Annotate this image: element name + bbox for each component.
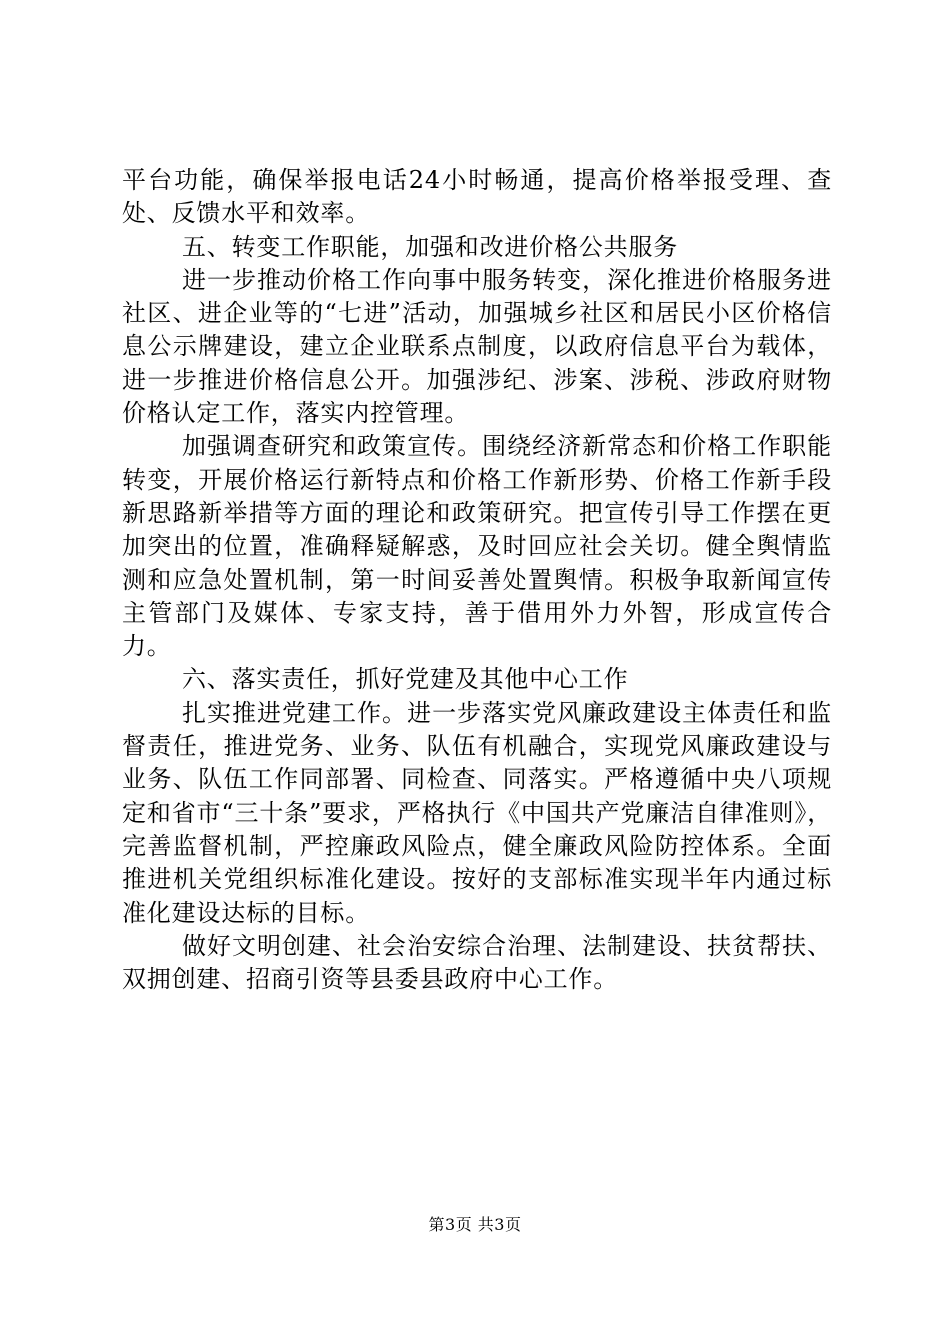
document-body <box>122 164 832 996</box>
paragraph-center-work: 做好文明创建、社会治安综合治理、法制建设、扶贫帮扶、双拥创建、招商引资等县委县政府中心工作。 <box>122 931 832 994</box>
paragraph-research-publicity: 加强调查研究和政策宣传。围绕经济新常态和价格工作职能转变，开展价格运行新特点和价格工作新形势、价格工作新手段新思路新举措等方面的理论和政策研究。把宣传引导工作摆在更加突出的位置，准确释疑解惑，及时回应社会关切。健全舆情监测和应急处置机制，第一时间妥善处置舆情。积极争取新闻宣传主管部门及媒体、专家支持，善于借用外力外智，形成宣传合力。 <box>122 432 832 661</box>
section-heading-six: 六、落实责任，抓好党建及其他中心工作 <box>182 665 629 694</box>
page-number-footer: 第3页 共3页 <box>428 1215 522 1234</box>
paragraph-price-service: 进一步推动价格工作向事中服务转变，深化推进价格服务进社区、进企业等的“七进”活动，加强城乡社区和居民小区价格信息公示牌建设，建立企业联系点制度，以政府信息平台为载体，进一步推进价格信息公开。加强涉纪、涉案、涉税、涉政府财物价格认定工作，落实内控管理。 <box>122 265 832 428</box>
paragraph-continuation: 平台功能，确保举报电话24小时畅通，提高价格举报受理、查处、反馈水平和效率。 <box>122 166 832 228</box>
paragraph-party-building: 扎实推进党建工作。进一步落实党风廉政建设主体责任和监督责任，推进党务、业务、队伍有机融合，实现党风廉政建设与业务、队伍工作同部署、同检查、同落实。严格遵循中央八项规定和省市“三十条”要求，严格执行《中国共产党廉洁自律准则》，完善监督机制，严控廉政风险点，健全廉政风险防控体系。全面推进机关党组织标准化建设。按好的支部标准实现半年内通过标准化建设达标的目标。 <box>122 698 832 927</box>
section-heading-five: 五、转变工作职能，加强和改进价格公共服务 <box>182 232 678 261</box>
